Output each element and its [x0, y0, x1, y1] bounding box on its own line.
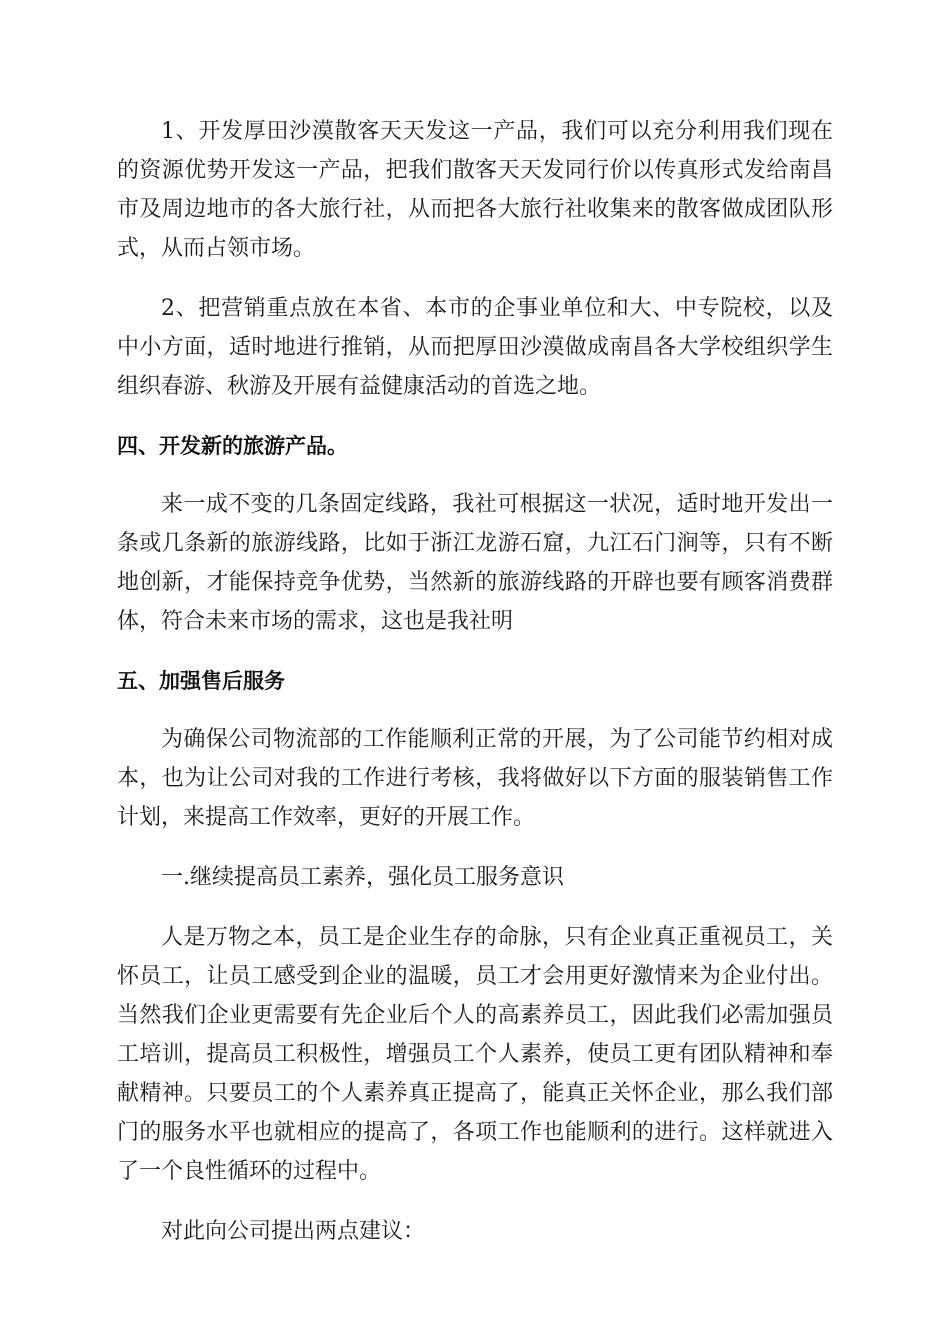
paragraph-1-2: 2、把营销重点放在本省、本市的企事业单位和大、中专院校，以及中小方面，适时地进行推销，从而把厚田沙漠做成南昌各大学校组织学生组织春游、秋游及开展有益健康活动的首选之地。 — [117, 296, 833, 399]
section-heading-5: 五、加强售后服务 — [117, 669, 285, 693]
paragraph-5-2: 一.继续提高员工素养，强化员工服务意识 — [161, 865, 564, 890]
paragraph-4-1: 来一成不变的几条固定线路，我社可根据这一状况，适时地开发出一条或几条新的旅游线路，比如于浙江龙游石窟，九江石门涧等，只有不断地创新，才能保持竞争优势，当然新的旅游线路的开辟也要有顾客消费群体，符合未来市场的需求，这也是我社明 — [117, 492, 833, 634]
paragraph-5-1: 为确保公司物流部的工作能顺利正常的开展，为了公司能节约相对成本，也为让公司对我的工作进行考核，我将做好以下方面的服装销售工作计划，来提高工作效率，更好的开展工作。 — [117, 727, 833, 830]
paragraph-1-1: 1、开发厚田沙漠散客天天发这一产品，我们可以充分利用我们现在的资源优势开发这一产品，把我们散客天天发同行价以传真形式发给南昌市及周边地市的各大旅行社，从而把各大旅行社收集来的散客做成团队形式，从而占领市场。 — [117, 119, 833, 261]
section-heading-4: 四、开发新的旅游产品。 — [117, 434, 348, 458]
document-body — [117, 112, 833, 1272]
paragraph-5-3: 人是万物之本，员工是企业生存的命脉，只有企业真正重视员工，关怀员工，让员工感受到企业的温暖，员工才会用更好激情来为企业付出。当然我们企业更需要有先企业后个人的高素养员工，因此我们必需加强员工培训，提高员工积极性，增强员工个人素养，使员工更有团队精神和奉献精神。只要员工的个人素养真正提高了，能真正关怀企业，那么我们部门的服务水平也就相应的提高了，各项工作也能顺利的进行。这样就进入了一个良性循环的过程中。 — [117, 925, 833, 1184]
paragraph-5-4: 对此向公司提出两点建议： — [161, 1219, 426, 1244]
